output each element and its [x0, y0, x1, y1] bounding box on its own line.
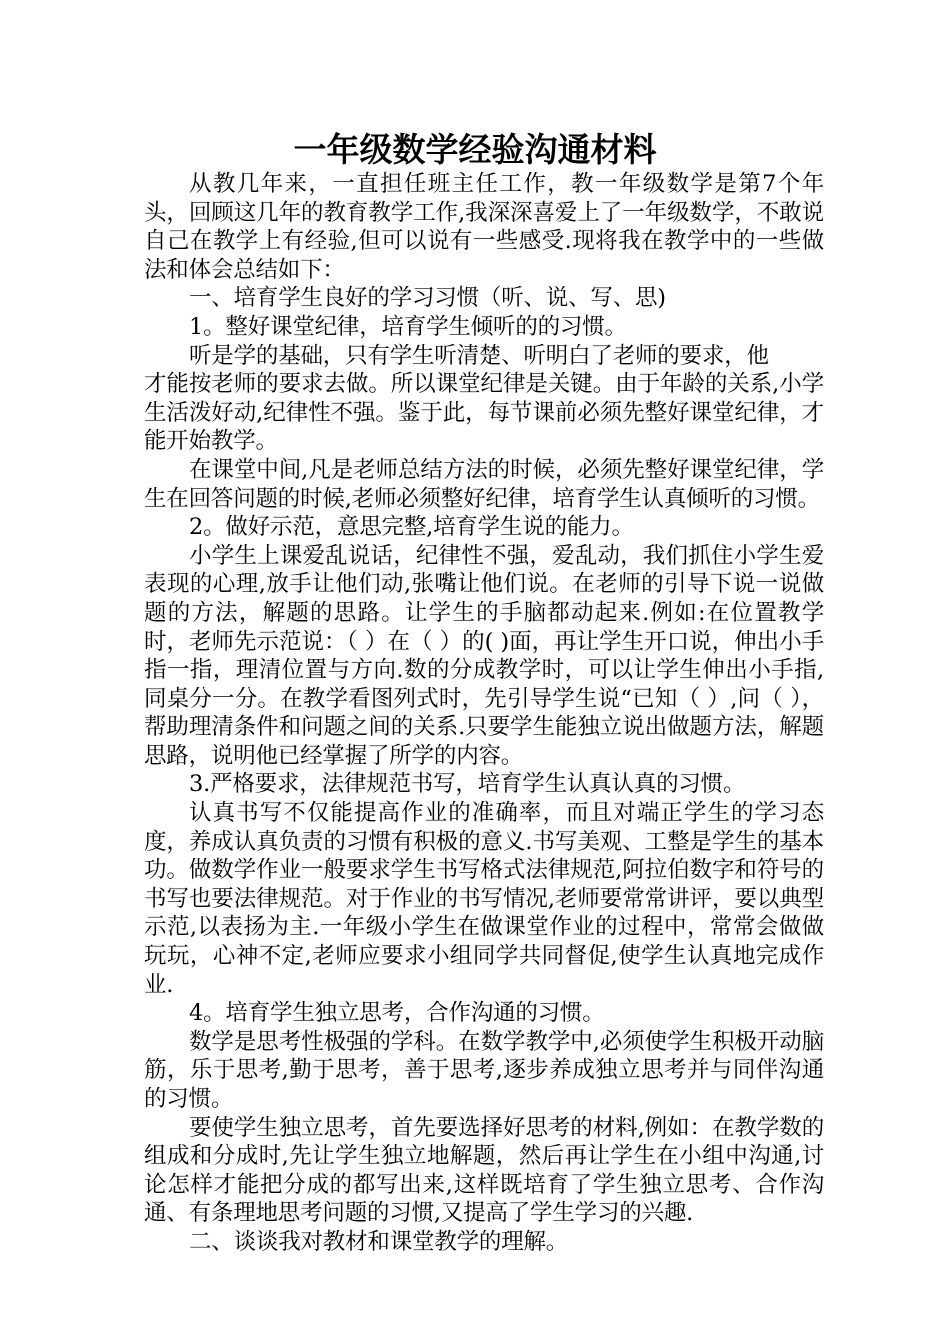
paragraph-continued: 才能按老师的要求去做。所以课堂纪律是关键。由于年龄的关系,小学生活泼好动,纪律性不强。鉴于此，每节课前必须先整好课堂纪律，才能开始教学。: [144, 371, 824, 455]
subheading-2: 2。做好示范，意思完整,培育学生说的能力。: [189, 514, 634, 541]
paragraph: 要使学生独立思考，首先要选择好思考的材料,例如：在教学数的组成和分成时,先让学生独立地解题，然后再让学生在小组中沟通,讨论怎样才能把分成的都写出来,这样既培育了学生独立思考、合作沟通、有条理地思考问题的习惯,又提高了学生学习的兴趣.: [144, 1114, 824, 1227]
paragraph: 听是学的基础，只有学生听清楚、听明白了老师的要求，他: [189, 342, 769, 369]
document-title: 一年级数学经验沟通材料: [293, 130, 657, 169]
paragraph: 认真书写不仅能提高作业的准确率，而且对端正学生的学习态度，养成认真负责的习惯有积极的意义.书写美观、工整是学生的基本功。做数学作业一般要求学生书写格式法律规范,阿拉伯数字和符号的书写也要法律规范。对于作业的书写情况,老师要常常讲评，要以典型示范,以表扬为主.一年级小学生在做课堂作业的过程中，常常会做做玩玩，心神不定,老师应要求小组同学共同督促,使学生认真地完成作业.: [144, 800, 824, 998]
subheading-1: 1。整好课堂纪律，培育学生倾听的的习惯。: [189, 313, 627, 340]
paragraph: 小学生上课爱乱说话，纪律性不强，爱乱动，我们抓住小学生爱表现的心理,放手让他们动,张嘴让他们说。在老师的引导下说一说做题的方法，解题的思路。让学生的手脑都动起来.例如:在位置教学时，老师先示范说：（ ）在（ ）的( )面，再让学生开口说，伸出小手指一指，理清位置与方向.数的分成教学时，可以让学生伸出小手指,同桌分一分。在教学看图列式时，先引导学生说“已知（ ）,问（ ），帮助理清条件和问题之间的关系.只要学生能独立说出做题方法，解题思路，说明他已经掌握了所学的内容。: [144, 542, 824, 769]
subheading-4: 4。培育学生独立思考，合作沟通的习惯。: [189, 1000, 605, 1027]
section-heading-1: 一、培育学生良好的学习习惯（听、说、写、思): [189, 285, 666, 312]
paragraph: 在课堂中间,凡是老师总结方法的时候，必须先整好课堂纪律，学生在回答问题的时候,老师必须整好纪律，培育学生认真倾听的习惯。: [144, 456, 824, 512]
subheading-3: 3.严格要求，法律规范书写，培育学生认真认真的习惯。: [189, 771, 746, 798]
paragraph-intro: 从教几年来，一直担任班主任工作，教一年级数学是第7个年头，回顾这几年的教育教学工作,我深深喜爱上了一年级数学，不敢说自己在教学上有经验,但可以说有一些感受.现将我在教学中的一些做法和体会总结如下：: [144, 171, 824, 283]
section-heading-2: 二、谈谈我对教材和课堂教学的理解。: [189, 1228, 569, 1255]
document-body: [144, 170, 824, 1257]
paragraph: 数学是思考性极强的学科。在数学教学中,必须使学生积极开动脑筋，乐于思考,勤于思考，善于思考,逐步养成独立思考并与同伴沟通的习惯。: [144, 1028, 824, 1112]
